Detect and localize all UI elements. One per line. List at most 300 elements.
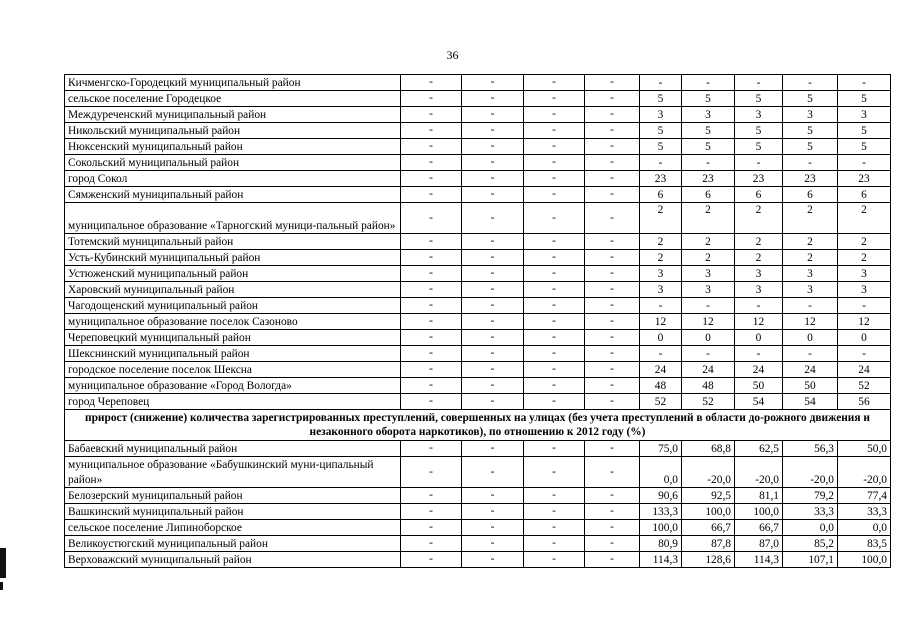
- value-cell: -: [838, 155, 891, 171]
- table-row: [65, 123, 891, 139]
- value-cell: 5: [735, 123, 783, 139]
- value-cell: 23: [640, 171, 682, 187]
- value-cell: -20,0: [735, 457, 783, 488]
- value-cell: 3: [640, 107, 682, 123]
- table-row: [65, 314, 891, 330]
- table-row: [65, 75, 891, 91]
- table-row: [65, 282, 891, 298]
- empty-value-cell: -: [524, 362, 585, 378]
- empty-value-cell: -: [585, 171, 640, 187]
- empty-value-cell: -: [585, 298, 640, 314]
- row-name: Сямженский муниципальный район: [65, 187, 401, 203]
- value-cell: 3: [682, 282, 735, 298]
- value-cell: 3: [640, 282, 682, 298]
- value-cell: 3: [735, 107, 783, 123]
- value-cell: -: [838, 346, 891, 362]
- row-name: Усть-Кубинский муниципальный район: [65, 250, 401, 266]
- value-cell: 5: [682, 123, 735, 139]
- empty-value-cell: -: [462, 187, 524, 203]
- row-name: Устюженский муниципальный район: [65, 266, 401, 282]
- table-row: [65, 250, 891, 266]
- value-cell: 12: [682, 314, 735, 330]
- value-cell: 3: [783, 107, 838, 123]
- empty-value-cell: -: [401, 314, 462, 330]
- value-cell: 87,0: [735, 536, 783, 552]
- row-name: Сокольский муниципальный район: [65, 155, 401, 171]
- empty-value-cell: -: [462, 378, 524, 394]
- empty-value-cell: -: [585, 75, 640, 91]
- table-row: [65, 91, 891, 107]
- empty-value-cell: -: [524, 187, 585, 203]
- value-cell: 2: [838, 250, 891, 266]
- empty-value-cell: -: [401, 378, 462, 394]
- section-header-row: [65, 410, 891, 441]
- row-name: сельское поселение Городецкое: [65, 91, 401, 107]
- empty-value-cell: -: [585, 488, 640, 504]
- value-cell: 5: [838, 91, 891, 107]
- value-cell: 0,0: [783, 520, 838, 536]
- value-cell: 100,0: [735, 504, 783, 520]
- value-cell: 2: [640, 203, 682, 234]
- table-row: [65, 139, 891, 155]
- row-name: Никольский муниципальный район: [65, 123, 401, 139]
- value-cell: 2: [640, 250, 682, 266]
- empty-value-cell: -: [401, 250, 462, 266]
- row-name: Верховажский муниципальный район: [65, 552, 401, 568]
- row-name: муниципальное образование поселок Сазоново: [65, 314, 401, 330]
- empty-value-cell: -: [462, 139, 524, 155]
- empty-value-cell: -: [524, 457, 585, 488]
- value-cell: 3: [783, 266, 838, 282]
- value-cell: 3: [838, 282, 891, 298]
- row-name: Чагодощенский муниципальный район: [65, 298, 401, 314]
- value-cell: 52: [682, 394, 735, 410]
- empty-value-cell: -: [585, 536, 640, 552]
- empty-value-cell: -: [401, 394, 462, 410]
- empty-value-cell: -: [462, 250, 524, 266]
- value-cell: 2: [682, 250, 735, 266]
- value-cell: 3: [735, 266, 783, 282]
- empty-value-cell: -: [401, 155, 462, 171]
- value-cell: 6: [682, 187, 735, 203]
- row-name: муниципальное образование «Тарногский муници-пальный район»: [65, 203, 401, 234]
- value-cell: 56: [838, 394, 891, 410]
- table-row: [65, 378, 891, 394]
- empty-value-cell: -: [524, 346, 585, 362]
- value-cell: -: [838, 298, 891, 314]
- row-name: город Череповец: [65, 394, 401, 410]
- value-cell: 3: [838, 266, 891, 282]
- empty-value-cell: -: [524, 394, 585, 410]
- value-cell: -: [735, 298, 783, 314]
- value-cell: 52: [838, 378, 891, 394]
- empty-value-cell: -: [401, 107, 462, 123]
- value-cell: 33,3: [838, 504, 891, 520]
- table-row: [65, 107, 891, 123]
- value-cell: -: [682, 155, 735, 171]
- page-number: 36: [446, 48, 459, 62]
- value-cell: 12: [735, 314, 783, 330]
- empty-value-cell: -: [401, 266, 462, 282]
- empty-value-cell: -: [585, 107, 640, 123]
- empty-value-cell: -: [401, 123, 462, 139]
- value-cell: 50: [735, 378, 783, 394]
- empty-value-cell: -: [524, 298, 585, 314]
- value-cell: 2: [735, 250, 783, 266]
- value-cell: 0,0: [838, 520, 891, 536]
- value-cell: 12: [838, 314, 891, 330]
- empty-value-cell: -: [585, 91, 640, 107]
- empty-value-cell: -: [524, 266, 585, 282]
- section-title: прирост (снижение) количества зарегистрированных преступлений, совершенных на улицах (без учета преступлений в области до-рожного движения и незаконного оборота наркотиков), по отношению к 2012 году (%): [65, 410, 891, 441]
- row-name: Белозерский муниципальный район: [65, 488, 401, 504]
- value-cell: 100,0: [682, 504, 735, 520]
- empty-value-cell: -: [401, 520, 462, 536]
- value-cell: 50: [783, 378, 838, 394]
- value-cell: 3: [682, 107, 735, 123]
- table-row: [65, 298, 891, 314]
- empty-value-cell: -: [524, 378, 585, 394]
- row-name: Бабаевский муниципальный район: [65, 441, 401, 457]
- table-row: [65, 536, 891, 552]
- empty-value-cell: -: [585, 123, 640, 139]
- empty-value-cell: -: [401, 171, 462, 187]
- value-cell: 87,8: [682, 536, 735, 552]
- empty-value-cell: -: [462, 75, 524, 91]
- empty-value-cell: -: [524, 504, 585, 520]
- table-row: [65, 394, 891, 410]
- value-cell: -20,0: [783, 457, 838, 488]
- value-cell: 80,9: [640, 536, 682, 552]
- value-cell: -: [735, 75, 783, 91]
- value-cell: 0: [838, 330, 891, 346]
- value-cell: 56,3: [783, 441, 838, 457]
- empty-value-cell: -: [585, 520, 640, 536]
- row-name: сельское поселение Липиноборское: [65, 520, 401, 536]
- table-row: [65, 187, 891, 203]
- empty-value-cell: -: [585, 250, 640, 266]
- empty-value-cell: -: [585, 457, 640, 488]
- value-cell: -: [783, 346, 838, 362]
- value-cell: 85,2: [783, 536, 838, 552]
- value-cell: -: [735, 155, 783, 171]
- empty-value-cell: -: [585, 139, 640, 155]
- value-cell: 2: [682, 234, 735, 250]
- empty-value-cell: -: [524, 282, 585, 298]
- empty-value-cell: -: [462, 536, 524, 552]
- scan-edge-mark: [0, 582, 3, 590]
- empty-value-cell: -: [585, 234, 640, 250]
- value-cell: 24: [682, 362, 735, 378]
- table-row: [65, 488, 891, 504]
- value-cell: 77,4: [838, 488, 891, 504]
- empty-value-cell: -: [524, 441, 585, 457]
- value-cell: 0,0: [640, 457, 682, 488]
- value-cell: 24: [783, 362, 838, 378]
- value-cell: -20,0: [838, 457, 891, 488]
- value-cell: 24: [735, 362, 783, 378]
- empty-value-cell: -: [462, 504, 524, 520]
- empty-value-cell: -: [585, 203, 640, 234]
- value-cell: 24: [838, 362, 891, 378]
- empty-value-cell: -: [401, 298, 462, 314]
- value-cell: 2: [783, 250, 838, 266]
- value-cell: 3: [640, 266, 682, 282]
- value-cell: 6: [783, 187, 838, 203]
- value-cell: -: [735, 346, 783, 362]
- table-row: [65, 203, 891, 234]
- empty-value-cell: -: [524, 520, 585, 536]
- value-cell: 2: [783, 203, 838, 234]
- table-row: [65, 266, 891, 282]
- empty-value-cell: -: [401, 91, 462, 107]
- value-cell: 33,3: [783, 504, 838, 520]
- value-cell: 5: [838, 139, 891, 155]
- empty-value-cell: -: [524, 536, 585, 552]
- row-name: Вашкинский муниципальный район: [65, 504, 401, 520]
- row-name: Череповецкий муниципальный район: [65, 330, 401, 346]
- row-name: Кичменгско-Городецкий муниципальный район: [65, 75, 401, 91]
- empty-value-cell: -: [462, 394, 524, 410]
- value-cell: 133,3: [640, 504, 682, 520]
- empty-value-cell: -: [462, 282, 524, 298]
- value-cell: 12: [640, 314, 682, 330]
- value-cell: 6: [640, 187, 682, 203]
- empty-value-cell: -: [462, 488, 524, 504]
- value-cell: 5: [640, 123, 682, 139]
- row-name: Шекснинский муниципальный район: [65, 346, 401, 362]
- table-row: [65, 520, 891, 536]
- empty-value-cell: -: [524, 330, 585, 346]
- value-cell: 128,6: [682, 552, 735, 568]
- row-name: муниципальное образование «Бабушкинский муни-ципальный район»: [65, 457, 401, 488]
- empty-value-cell: -: [462, 203, 524, 234]
- empty-value-cell: -: [585, 266, 640, 282]
- empty-value-cell: -: [401, 457, 462, 488]
- empty-value-cell: -: [462, 330, 524, 346]
- empty-value-cell: -: [401, 75, 462, 91]
- value-cell: 2: [682, 203, 735, 234]
- table-row: [65, 441, 891, 457]
- empty-value-cell: -: [585, 155, 640, 171]
- empty-value-cell: -: [401, 187, 462, 203]
- empty-value-cell: -: [401, 346, 462, 362]
- row-name: город Сокол: [65, 171, 401, 187]
- empty-value-cell: -: [462, 362, 524, 378]
- table-row: [65, 362, 891, 378]
- empty-value-cell: -: [524, 75, 585, 91]
- value-cell: -: [682, 298, 735, 314]
- empty-value-cell: -: [401, 488, 462, 504]
- value-cell: 81,1: [735, 488, 783, 504]
- table-row: [65, 155, 891, 171]
- table-row: [65, 346, 891, 362]
- empty-value-cell: -: [401, 362, 462, 378]
- value-cell: -: [783, 75, 838, 91]
- value-cell: 62,5: [735, 441, 783, 457]
- empty-value-cell: -: [462, 441, 524, 457]
- value-cell: 75,0: [640, 441, 682, 457]
- empty-value-cell: -: [462, 552, 524, 568]
- empty-value-cell: -: [462, 457, 524, 488]
- empty-value-cell: -: [524, 552, 585, 568]
- empty-value-cell: -: [585, 362, 640, 378]
- empty-value-cell: -: [401, 552, 462, 568]
- value-cell: 5: [783, 139, 838, 155]
- value-cell: 0: [682, 330, 735, 346]
- empty-value-cell: -: [585, 378, 640, 394]
- table-row: [65, 552, 891, 568]
- value-cell: 3: [682, 266, 735, 282]
- value-cell: 2: [735, 234, 783, 250]
- value-cell: 5: [783, 91, 838, 107]
- value-cell: 50,0: [838, 441, 891, 457]
- value-cell: -: [640, 155, 682, 171]
- value-cell: -: [640, 298, 682, 314]
- empty-value-cell: -: [524, 139, 585, 155]
- value-cell: 5: [735, 139, 783, 155]
- empty-value-cell: -: [524, 250, 585, 266]
- scan-edge-mark: [0, 548, 6, 578]
- empty-value-cell: -: [462, 123, 524, 139]
- empty-value-cell: -: [585, 187, 640, 203]
- empty-value-cell: -: [462, 171, 524, 187]
- value-cell: 3: [783, 282, 838, 298]
- value-cell: 52: [640, 394, 682, 410]
- value-cell: 114,3: [640, 552, 682, 568]
- row-name: Великоустюгский муниципальный район: [65, 536, 401, 552]
- value-cell: 66,7: [735, 520, 783, 536]
- value-cell: 5: [735, 91, 783, 107]
- value-cell: 23: [783, 171, 838, 187]
- value-cell: 5: [640, 91, 682, 107]
- value-cell: 23: [735, 171, 783, 187]
- row-name: Нюксенский муниципальный район: [65, 139, 401, 155]
- row-name: Тотемский муниципальный район: [65, 234, 401, 250]
- value-cell: 6: [838, 187, 891, 203]
- empty-value-cell: -: [524, 171, 585, 187]
- table-row: [65, 234, 891, 250]
- value-cell: 66,7: [682, 520, 735, 536]
- value-cell: 5: [682, 91, 735, 107]
- row-name: Междуреченский муниципальный район: [65, 107, 401, 123]
- statistics-table: [64, 74, 891, 568]
- value-cell: -: [682, 75, 735, 91]
- value-cell: 2: [838, 234, 891, 250]
- empty-value-cell: -: [401, 139, 462, 155]
- value-cell: 6: [735, 187, 783, 203]
- value-cell: -: [838, 75, 891, 91]
- table-row: [65, 171, 891, 187]
- empty-value-cell: -: [585, 282, 640, 298]
- value-cell: 3: [735, 282, 783, 298]
- value-cell: 2: [640, 234, 682, 250]
- empty-value-cell: -: [462, 314, 524, 330]
- value-cell: 23: [682, 171, 735, 187]
- empty-value-cell: -: [462, 298, 524, 314]
- value-cell: 107,1: [783, 552, 838, 568]
- value-cell: 114,3: [735, 552, 783, 568]
- table-row: [65, 504, 891, 520]
- value-cell: 54: [735, 394, 783, 410]
- empty-value-cell: -: [585, 552, 640, 568]
- empty-value-cell: -: [524, 91, 585, 107]
- row-name: Харовский муниципальный район: [65, 282, 401, 298]
- value-cell: 0: [735, 330, 783, 346]
- empty-value-cell: -: [585, 346, 640, 362]
- value-cell: 48: [682, 378, 735, 394]
- value-cell: 54: [783, 394, 838, 410]
- value-cell: 68,8: [682, 441, 735, 457]
- value-cell: 2: [735, 203, 783, 234]
- value-cell: 23: [838, 171, 891, 187]
- value-cell: -: [783, 155, 838, 171]
- row-name: городское поселение поселок Шексна: [65, 362, 401, 378]
- value-cell: 5: [640, 139, 682, 155]
- value-cell: -20,0: [682, 457, 735, 488]
- value-cell: -: [682, 346, 735, 362]
- empty-value-cell: -: [401, 234, 462, 250]
- table-row: [65, 330, 891, 346]
- value-cell: 83,5: [838, 536, 891, 552]
- value-cell: -: [783, 298, 838, 314]
- empty-value-cell: -: [524, 123, 585, 139]
- value-cell: 3: [838, 107, 891, 123]
- empty-value-cell: -: [462, 346, 524, 362]
- empty-value-cell: -: [462, 107, 524, 123]
- value-cell: 90,6: [640, 488, 682, 504]
- empty-value-cell: -: [462, 520, 524, 536]
- value-cell: -: [640, 75, 682, 91]
- value-cell: 100,0: [640, 520, 682, 536]
- value-cell: 2: [783, 234, 838, 250]
- value-cell: 12: [783, 314, 838, 330]
- empty-value-cell: -: [462, 234, 524, 250]
- empty-value-cell: -: [585, 441, 640, 457]
- empty-value-cell: -: [401, 330, 462, 346]
- empty-value-cell: -: [401, 536, 462, 552]
- value-cell: 79,2: [783, 488, 838, 504]
- value-cell: 0: [783, 330, 838, 346]
- empty-value-cell: -: [401, 203, 462, 234]
- row-name: муниципальное образование «Город Вологда»: [65, 378, 401, 394]
- empty-value-cell: -: [401, 282, 462, 298]
- empty-value-cell: -: [462, 91, 524, 107]
- empty-value-cell: -: [524, 488, 585, 504]
- value-cell: 48: [640, 378, 682, 394]
- value-cell: -: [640, 346, 682, 362]
- value-cell: 2: [838, 203, 891, 234]
- empty-value-cell: -: [401, 441, 462, 457]
- value-cell: 5: [682, 139, 735, 155]
- value-cell: 24: [640, 362, 682, 378]
- value-cell: 100,0: [838, 552, 891, 568]
- empty-value-cell: -: [585, 504, 640, 520]
- value-cell: 92,5: [682, 488, 735, 504]
- empty-value-cell: -: [524, 107, 585, 123]
- empty-value-cell: -: [585, 394, 640, 410]
- value-cell: 5: [838, 123, 891, 139]
- empty-value-cell: -: [401, 504, 462, 520]
- empty-value-cell: -: [462, 266, 524, 282]
- empty-value-cell: -: [524, 234, 585, 250]
- empty-value-cell: -: [524, 203, 585, 234]
- empty-value-cell: -: [462, 155, 524, 171]
- table-row: [65, 457, 891, 488]
- value-cell: 5: [783, 123, 838, 139]
- empty-value-cell: -: [524, 314, 585, 330]
- empty-value-cell: -: [524, 155, 585, 171]
